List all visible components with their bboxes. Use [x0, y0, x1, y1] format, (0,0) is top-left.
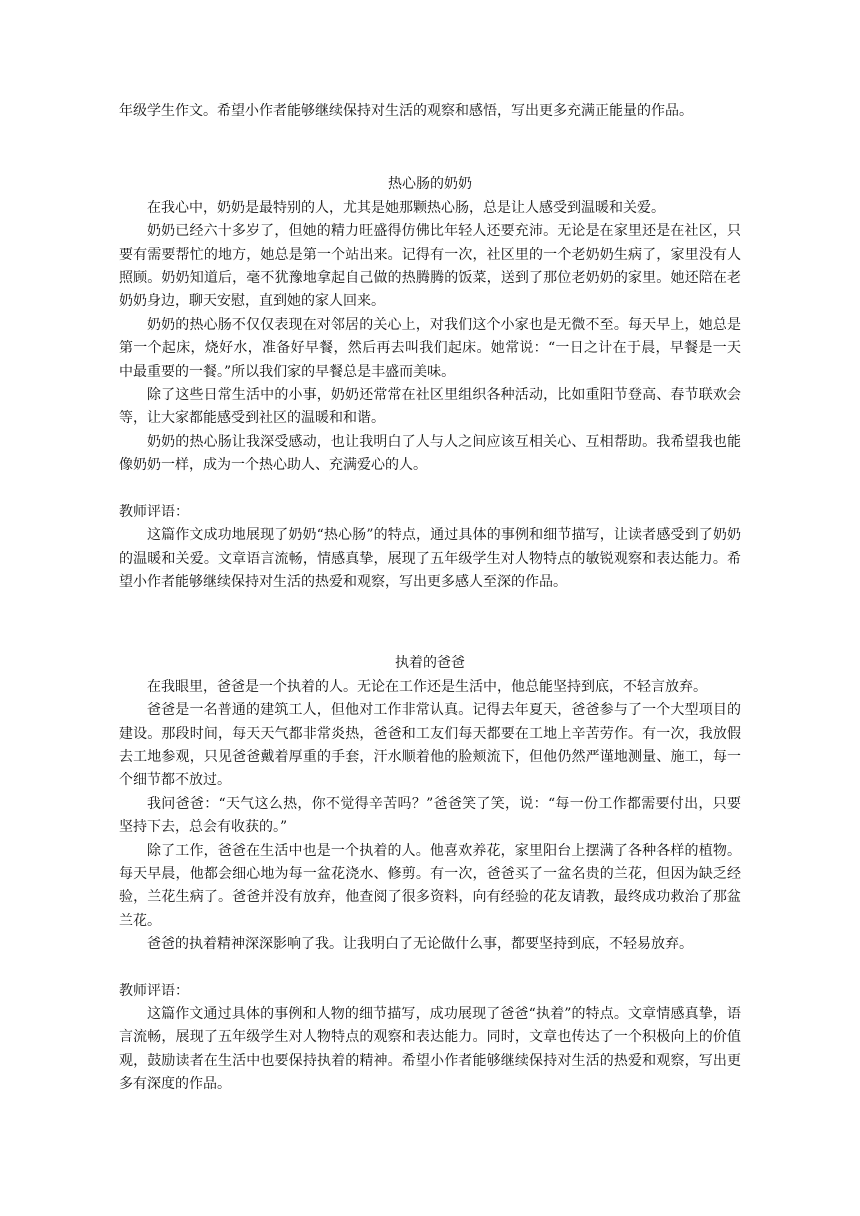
- essay-title: 热心肠的奶奶: [388, 176, 472, 193]
- essay-paragraph: 除了这些日常生活中的小事，奶奶还常常在社区里组织各种活动，比如重阳节登高、春节联欢会等，让大家都能感受到社区的温暖和和谐。: [119, 387, 741, 427]
- teacher-comment: 这篇作文通过具体的事例和人物的细节描写，成功展现了爸爸“执着”的特点。文章情感真挚，语言流畅，展现了五年级学生对人物特点的观察和表达能力。同时，文章也传达了一个积极向上的价值观，鼓励读者在生活中也要保持执着的精神。希望小作者能够继续保持对生活的热爱和观察，写出更多有深度的作品。: [119, 1006, 741, 1093]
- document-page: [119, 100, 741, 1097]
- essay-paragraph: 在我心中，奶奶是最特别的人，尤其是她那颗热心肠，总是让人感受到温暖和关爱。: [147, 199, 665, 216]
- previous-comment-fragment: 年级学生作文。希望小作者能够继续保持对生活的观察和感悟，写出更多充满正能量的作品。: [119, 103, 693, 119]
- teacher-comment-label: 教师评语：: [119, 503, 189, 520]
- spacer: [119, 957, 741, 980]
- essay-grandma: [119, 173, 741, 594]
- teacher-comment-label: 教师评语：: [119, 982, 189, 999]
- essay-paragraph: 我问爸爸：“天气这么热，你不觉得辛苦吗？”爸爸笑了笑，说：“每一份工作都需要付出，只要坚持下去，总会有收获的。”: [119, 795, 741, 836]
- spacer: [119, 594, 741, 652]
- essay-paragraph: 奶奶的热心肠让我深受感动，也让我明白了人与人之间应该互相关心、互相帮助。我希望我也能像奶奶一样，成为一个热心助人、充满爱心的人。: [119, 433, 741, 474]
- teacher-comment: 这篇作文成功地展现了奶奶“热心肠”的特点，通过具体的事例和细节描写，让读者感受到了奶奶的温暖和关爱。文章语言流畅，情感真挚，展现了五年级学生对人物特点的敏锐观察和表达能力。希望小作者能够继续保持对生活的热爱和观察，写出更多感人至深的作品。: [119, 527, 741, 590]
- essay-title: 执着的爸爸: [395, 655, 465, 672]
- essay-paragraph: 奶奶已经六十多岁了，但她的精力旺盛得仿佛比年轻人还要充沛。无论是在家里还是在社区，只要有需要帮忙的地方，她总是第一个站出来。记得有一次，社区里的一个老奶奶生病了，家里没有人照顾。奶奶知道后，毫不犹豫地拿起自己做的热腾腾的饭菜，送到了那位老奶奶的家里。她还陪在老奶奶身边，聊天安慰，直到她的家人回来。: [119, 223, 741, 310]
- essay-paragraph: 除了工作，爸爸在生活中也是一个执着的人。他喜欢养花，家里阳台上摆满了各种各样的植物。每天早晨，他都会细心地为每一盆花浇水、修剪。有一次，爸爸买了一盆名贵的兰花，但因为缺乏经验，兰花生病了。爸爸并没有放弃，他查阅了很多资料，向有经验的花友请教，最终成功救治了那盆兰花。: [119, 842, 741, 929]
- essay-paragraph: 爸爸的执着精神深深影响了我。让我明白了无论做什么事，都要坚持到底，不轻易放弃。: [147, 936, 693, 953]
- essay-dad: [119, 652, 741, 1096]
- spacer: [119, 123, 741, 173]
- essay-paragraph: 爸爸是一名普通的建筑工人，但他对工作非常认真。记得去年夏天，爸爸参与了一个大型项目的建设。那段时间，每天天气都非常炎热，爸爸和工友们每天都要在工地上辛苦劳作。有一次，我放假去工地参观，只见爸爸戴着厚重的手套，汗水顺着他的脸颊流下，但他仍然严谨地测量、施工，每一个细节都不放过。: [119, 702, 741, 789]
- essay-paragraph: 奶奶的热心肠不仅仅表现在对邻居的关心上，对我们这个小家也是无微不至。每天早上，她总是第一个起床，烧好水，准备好早餐，然后再去叫我们起床。她常说：“一日之计在于晨，早餐是一天中最重要的一餐。”所以我们家的早餐总是丰盛而美味。: [119, 316, 741, 380]
- spacer: [119, 478, 741, 501]
- essay-paragraph: 在我眼里，爸爸是一个执着的人。无论在工作还是生活中，他总能坚持到底，不轻言放弃。: [147, 678, 707, 695]
